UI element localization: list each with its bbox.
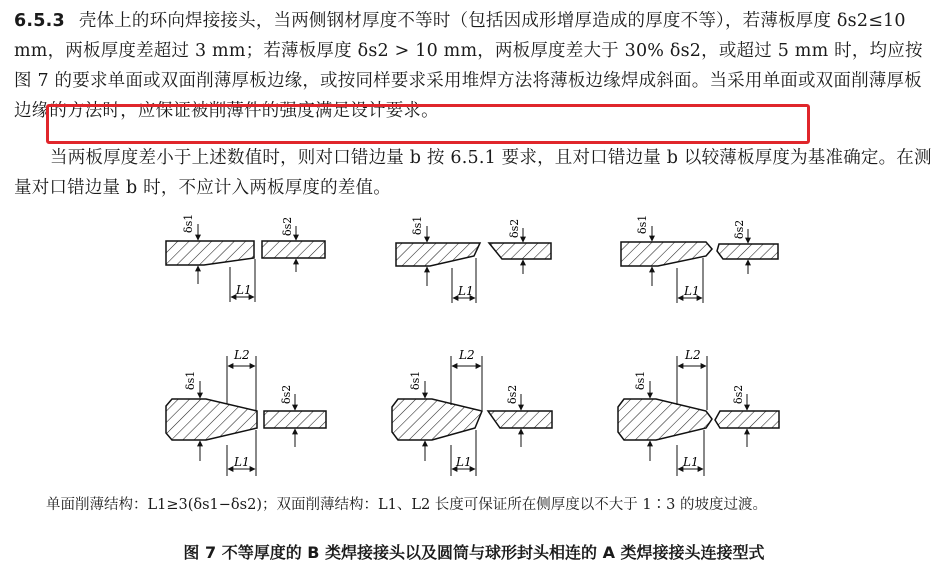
joint-double-side-taper-pointed	[618, 348, 779, 476]
taper-length-label-2: L2	[234, 348, 250, 362]
thick-thickness-label: δs1	[411, 215, 424, 235]
thick-thickness-label: δs1	[634, 370, 647, 390]
figure-7-drawings	[0, 205, 948, 495]
thin-thickness-label: δs2	[508, 218, 521, 238]
thin-thickness-label: δs2	[506, 384, 519, 404]
thick-thickness-label: δs1	[184, 370, 197, 390]
thick-thickness-label: δs1	[636, 214, 649, 234]
thick-thickness-label: δs1	[182, 213, 195, 233]
taper-length-label-2: L2	[685, 348, 701, 362]
thin-thickness-label: δs2	[280, 384, 293, 404]
thin-thickness-label: δs2	[733, 219, 746, 239]
thin-thickness-label: δs2	[732, 384, 745, 404]
joint-double-side-taper-bevel	[392, 348, 552, 476]
taper-length-label-1: L1	[456, 455, 472, 469]
highlight-box	[46, 104, 810, 144]
taper-length-label-1: L1	[683, 455, 699, 469]
taper-length-label: L1	[458, 284, 474, 298]
joint-single-side-taper-double-bevel	[621, 215, 778, 303]
paragraph-2: 当两板厚度差小于上述数值时，则对口错边量 b 按 6.5.1 要求，且对口错边量 b 以较薄板厚度为基准确定。在测量对口错边量 b 时，不应计入两板厚度的差值。	[14, 148, 932, 198]
taper-length-label: L1	[236, 283, 252, 297]
clause-number: 6.5.3	[14, 11, 65, 31]
paragraph-1-text: 壳体上的环向焊接接头，当两侧钢材厚度不等时（包括因成形增厚造成的厚度不等），若薄板厚度 δs2≤10 mm，两板厚度差超过 3 mm；若薄板厚度 δs2 > 10 mm，两板厚度差大于 30% δs2，或超过 5 mm 时，均应按图 7 的要求单面或双面削薄厚板边缘，或按同样要求采用堆焊方法将薄板边缘焊成斜面。	[14, 11, 923, 91]
joint-double-side-taper	[166, 348, 326, 476]
joint-single-side-taper	[166, 214, 325, 302]
taper-length-label-1: L1	[234, 455, 250, 469]
taper-length-label-2: L2	[459, 348, 475, 362]
taper-length-label: L1	[684, 284, 700, 298]
thin-thickness-label: δs2	[281, 216, 294, 236]
thick-thickness-label: δs1	[409, 370, 422, 390]
joint-single-side-taper-bevel	[396, 216, 551, 303]
figure-caption: 图 7 不等厚度的 B 类焊接接头以及圆筒与球形封头相连的 A 类焊接接头连接型式	[183, 543, 765, 562]
figure-note: 单面削薄结构：L1≥3(δs1−δs2)；双面削薄结构：L1、L2 长度可保证所在侧厚度以不大于 1∶3 的坡度过渡。	[46, 497, 767, 513]
highlighted-sentence: 当采用单面或双面削薄厚板边缘的方法时，应保证被削薄件的强度满足设计要求。	[14, 71, 922, 121]
